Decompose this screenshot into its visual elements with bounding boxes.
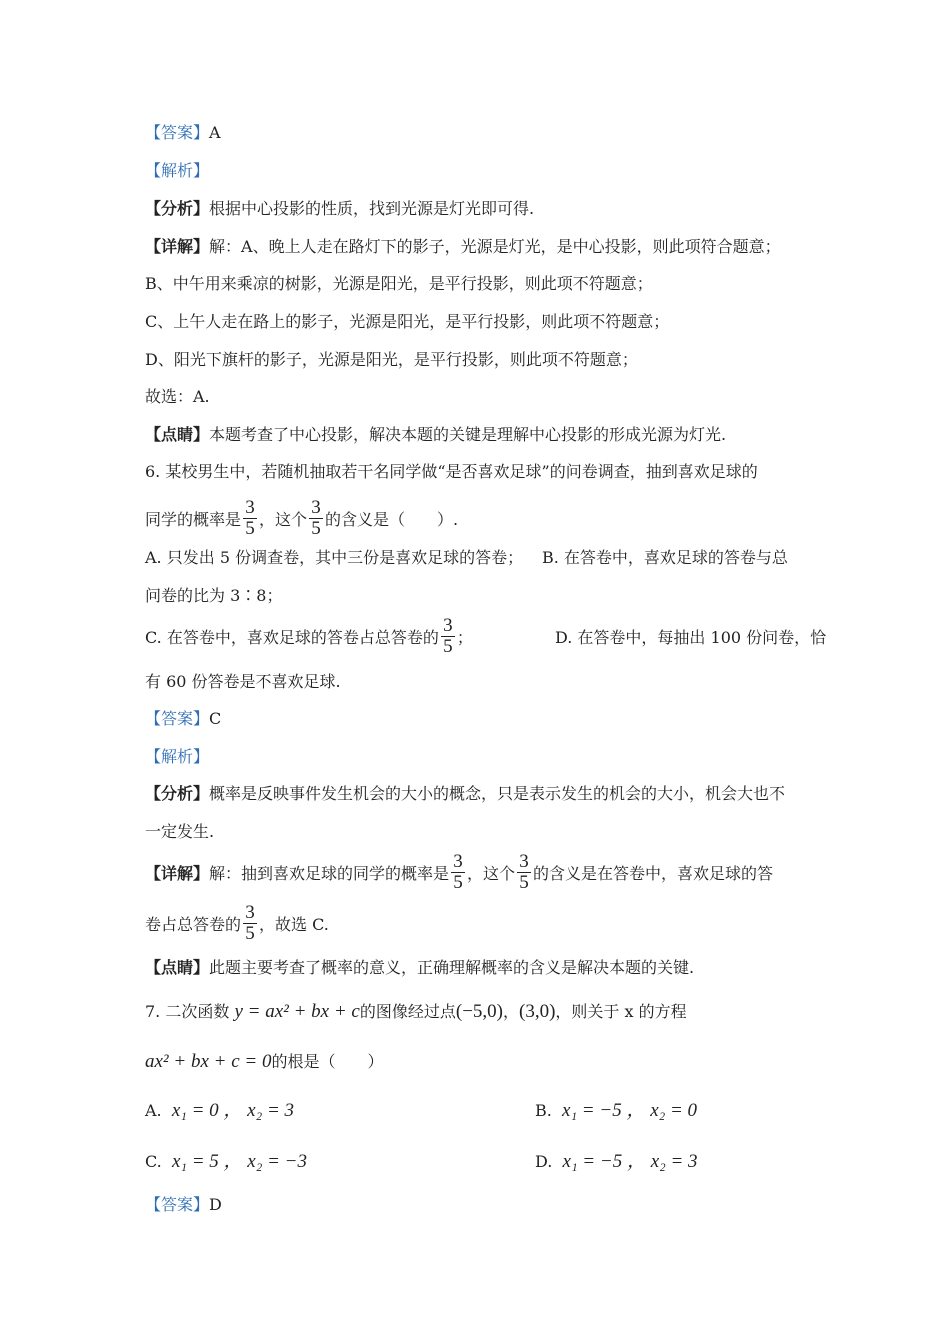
- q7-answer-value: D: [209, 1195, 222, 1214]
- q7-option-c: C. x₁ = 5 ， x₂ = −3: [145, 1151, 307, 1172]
- q5-line-b: B、中午用来乘凉的树影，光源是阳光，是平行投影，则此项不符题意；: [145, 274, 653, 293]
- q6-jiexi-label: 【解析】: [145, 747, 210, 766]
- q5-answer-value: A: [209, 123, 221, 142]
- q6-answer-value: C: [209, 709, 222, 728]
- q5-fenxi-text: 根据中心投影的性质，找到光源是灯光即可得.: [209, 199, 535, 218]
- q6-stem-2c: 的含义是（ ）.: [325, 510, 459, 529]
- q7-point-2: (3,0): [519, 1001, 556, 1022]
- q6-option-c-fraction: $\frac{3}{5}$: [441, 616, 455, 657]
- q6-option-d-line1: D. 在答卷中，每抽出 100 份问卷，恰: [555, 628, 827, 647]
- q7-answer-line: [145, 1194, 222, 1216]
- q5-line-d: D、阳光下旗杆的影子，光源是阳光，是平行投影，则此项不符题意；: [145, 350, 638, 369]
- q5-selection: 故选：A.: [145, 387, 210, 406]
- q5-fenxi-label: 【分析】: [145, 199, 210, 218]
- q6-option-b-line1: B. 在答卷中，喜欢足球的答卷与总: [542, 548, 788, 567]
- q7-answer-label: 【答案】: [145, 1195, 210, 1214]
- q5-dianjing-line: [145, 424, 726, 446]
- q6-option-d-line2: 有 60 份答卷是不喜欢足球.: [145, 672, 341, 691]
- q6-option-b-line2: 问卷的比为 3∶8；: [145, 586, 283, 605]
- q6-fenxi-line2: 一定发生.: [145, 822, 215, 841]
- q7-option-d: D. x₁ = −5 ， x₂ = 3: [535, 1151, 698, 1172]
- q7-function: y = ax² + bx + c: [234, 1001, 360, 1022]
- q6-xiangjie-line2: 卷占总答卷的 $\frac{3}{5}$ ，故选 C.: [145, 902, 329, 944]
- q6-option-c: C. 在答卷中，喜欢足球的答卷占总答卷的 $\frac{3}{5}$ ；: [145, 615, 473, 657]
- q7-option-b: B. x₁ = −5 ， x₂ = 0: [535, 1100, 698, 1121]
- q6-xiangjie-fraction-3: $\frac{3}{5}$: [243, 903, 257, 944]
- q6-dianjing-line: 【点睛】此题主要考查了概率的意义，正确理解概率的含义是解决本题的关键.: [145, 958, 695, 977]
- q6-option-a: A. 只发出 5 份调查卷，其中三份是喜欢足球的答卷；: [145, 548, 524, 567]
- q5-fenxi-line: [145, 198, 534, 220]
- q6-answer-line: [145, 708, 221, 730]
- q7-stem-line2: ax² + bx + c = 0的根是（ ）: [145, 1051, 384, 1072]
- q6-stem-line1: 6. 某校男生中，若随机抽取若干名同学做“是否喜欢足球”的问卷调查，抽到喜欢足球的: [145, 462, 758, 481]
- q7-stem-line1: 7. 二次函数 y = ax² + bx + c的图像经过点(−5,0)，(3,0)，则关于 x 的方程: [145, 1001, 687, 1022]
- q6-xiangjie-fraction-1: $\frac{3}{5}$: [451, 852, 465, 893]
- q5-xiangjie-line: [145, 236, 781, 258]
- q5-jiexi-label: 【解析】: [145, 161, 210, 180]
- q5-dianjing-text: 本题考查了中心投影，解决本题的关键是理解中心投影的形成光源为灯光.: [209, 425, 727, 444]
- q5-dianjing-label: 【点睛】: [145, 425, 210, 444]
- q6-fenxi-label: 【分析】: [145, 784, 210, 803]
- q6-xiangjie-line1: 【详解】解：抽到喜欢足球的同学的概率是 $\frac{3}{5}$ ，这个 $\frac{3}{5}$ 的含义是在答卷中，喜欢足球的答: [145, 851, 774, 893]
- q6-dianjing-label: 【点睛】: [145, 958, 210, 977]
- q5-xiangjie-text: 解：A、晚上人走在路灯下的影子，光源是灯光，是中心投影，则此项符合题意；: [209, 237, 781, 256]
- q6-stem-2a: 同学的概率是: [145, 510, 242, 529]
- q6-xiangjie-fraction-2: $\frac{3}{5}$: [517, 852, 531, 893]
- q6-fenxi-line1: 【分析】概率是反映事件发生机会的大小的概念，只是表示发生的机会的大小，机会大也不: [145, 784, 786, 803]
- q6-fraction-1: $\frac{3}{5}$: [243, 498, 257, 539]
- q7-option-a: A. x₁ = 0 ， x₂ = 3: [145, 1100, 295, 1121]
- q6-stem-line2: [145, 497, 459, 540]
- q7-equation: ax² + bx + c = 0: [145, 1051, 272, 1072]
- q5-answer-label: 【答案】: [145, 123, 210, 142]
- q7-point-1: (−5,0): [455, 1001, 503, 1022]
- q5-line-c: C、上午人走在路上的影子，光源是阳光，是平行投影，则此项不符题意；: [145, 312, 670, 331]
- q5-xiangjie-label: 【详解】: [145, 237, 210, 256]
- q6-stem-2b: ，这个: [259, 510, 308, 529]
- q5-answer-line: [145, 122, 221, 144]
- q6-answer-label: 【答案】: [145, 709, 210, 728]
- q6-fraction-2: $\frac{3}{5}$: [309, 498, 323, 539]
- q6-xiangjie-label: 【详解】: [145, 864, 210, 883]
